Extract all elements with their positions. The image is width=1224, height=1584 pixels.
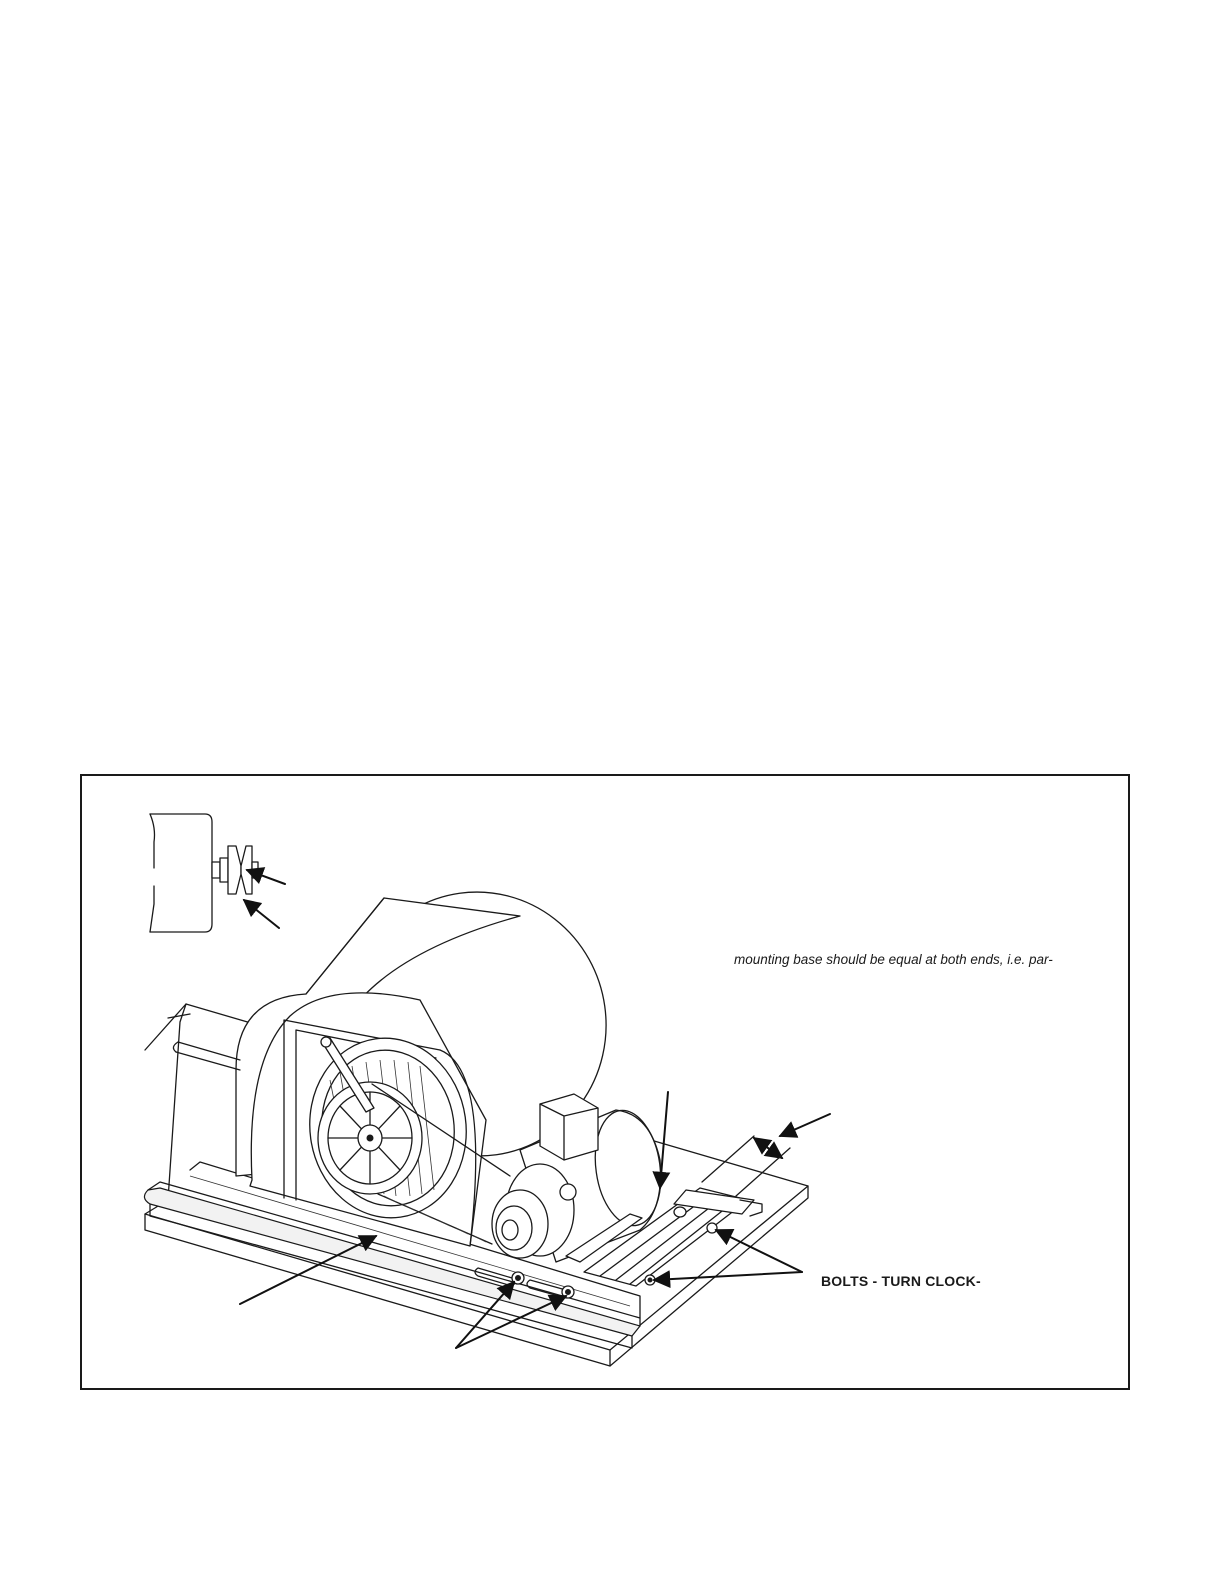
mounting-base-note: mounting base should be equal at both ends, i.e. par- bbox=[734, 952, 1053, 967]
bolts-label: BOLTS - TURN CLOCK- bbox=[821, 1273, 981, 1289]
pulley-inset-detail bbox=[150, 814, 258, 932]
blower-pulley bbox=[318, 1082, 422, 1194]
